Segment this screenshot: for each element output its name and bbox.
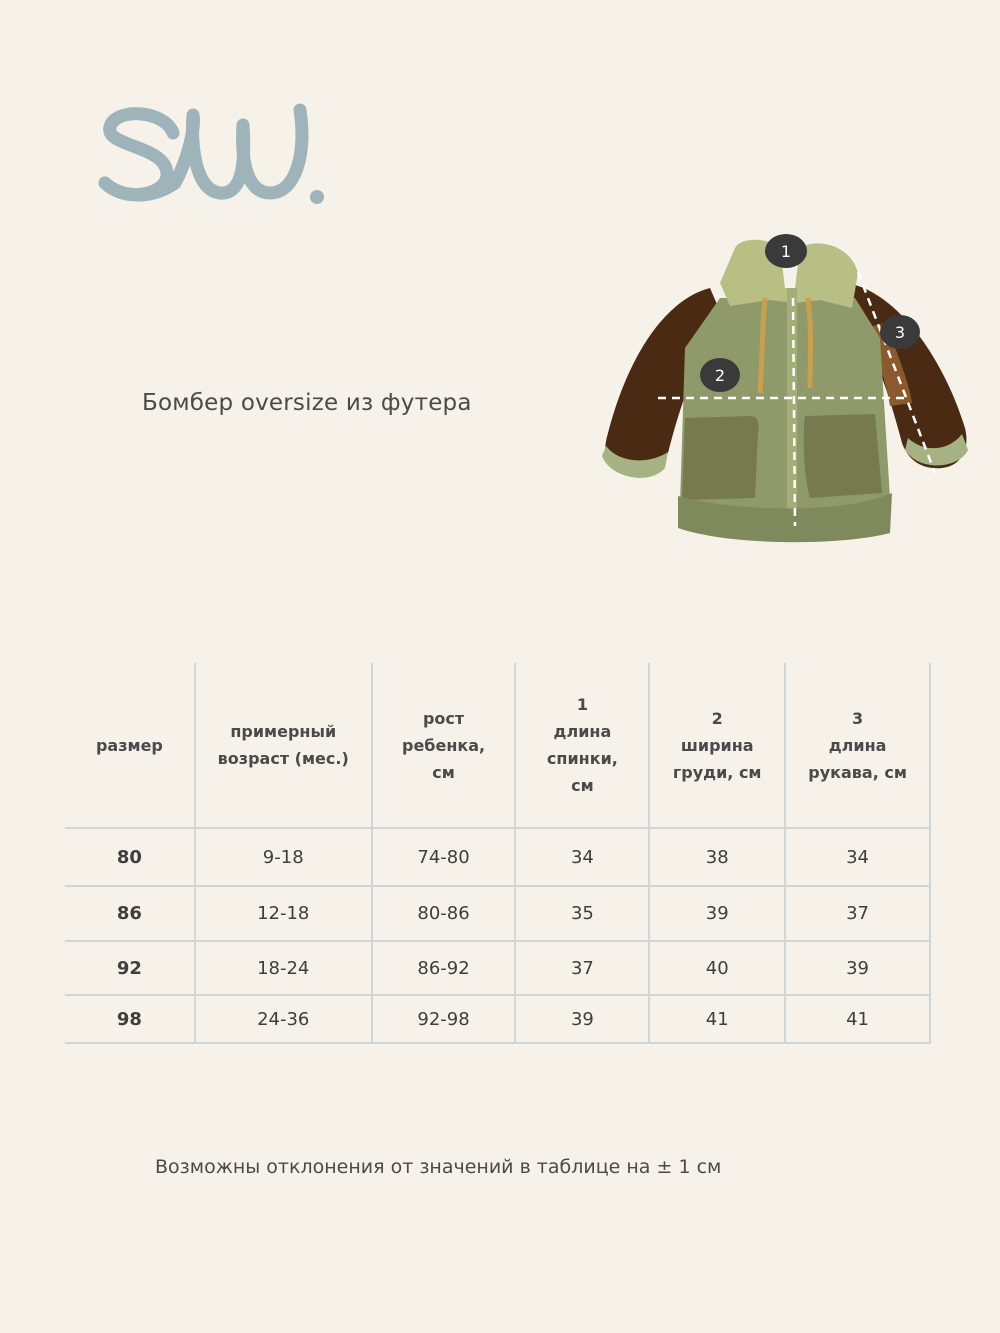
marker-1-label: 1 (780, 242, 792, 261)
cell-chest-width: 41 (649, 995, 785, 1043)
cell-size: 80 (65, 828, 195, 886)
table-row (65, 941, 930, 995)
cell-back-length: 34 (515, 828, 649, 886)
cell-age: 18-24 (195, 941, 372, 995)
cell-sleeve-length: 39 (785, 941, 930, 995)
cell-sleeve-length: 37 (785, 886, 930, 941)
cell-sleeve-length: 41 (785, 995, 930, 1043)
header-sleeve-length: 3 длина рукава, см (785, 663, 930, 828)
marker-1 (765, 234, 807, 268)
cell-height: 80-86 (372, 886, 516, 941)
cell-size: 86 (65, 886, 195, 941)
header-age: примерный возраст (мес.) (195, 663, 372, 828)
cell-chest-width: 39 (649, 886, 785, 941)
table-header-row (65, 663, 930, 828)
brand-logo (95, 95, 335, 220)
cell-size: 98 (65, 995, 195, 1043)
cell-age: 9-18 (195, 828, 372, 886)
footnote: Возможны отклонения от значений в таблице на ± 1 см (155, 1156, 722, 1178)
cell-height: 86-92 (372, 941, 516, 995)
cell-height: 92-98 (372, 995, 516, 1043)
cell-size: 92 (65, 941, 195, 995)
cell-age: 24-36 (195, 995, 372, 1043)
marker-2-label: 2 (714, 366, 726, 385)
cell-sleeve-length: 34 (785, 828, 930, 886)
table-row (65, 995, 930, 1043)
cell-back-length: 37 (515, 941, 649, 995)
cell-height: 74-80 (372, 828, 516, 886)
table-row (65, 886, 930, 941)
cell-chest-width: 40 (649, 941, 785, 995)
cell-chest-width: 38 (649, 828, 785, 886)
marker-3-label: 3 (894, 323, 906, 342)
product-title: Бомбер oversize из футера (142, 390, 472, 416)
cell-back-length: 35 (515, 886, 649, 941)
header-chest-width: 2 ширина груди, см (649, 663, 785, 828)
header-back-length: 1 длина спинки, см (515, 663, 649, 828)
cell-back-length: 39 (515, 995, 649, 1043)
table-row (65, 828, 930, 886)
marker-2 (700, 358, 740, 392)
header-size: размер (65, 663, 195, 828)
cell-age: 12-18 (195, 886, 372, 941)
header-height: рост ребенка, см (372, 663, 516, 828)
size-table (65, 663, 931, 1044)
marker-3 (880, 315, 920, 349)
jacket-measurement-diagram (590, 228, 980, 578)
